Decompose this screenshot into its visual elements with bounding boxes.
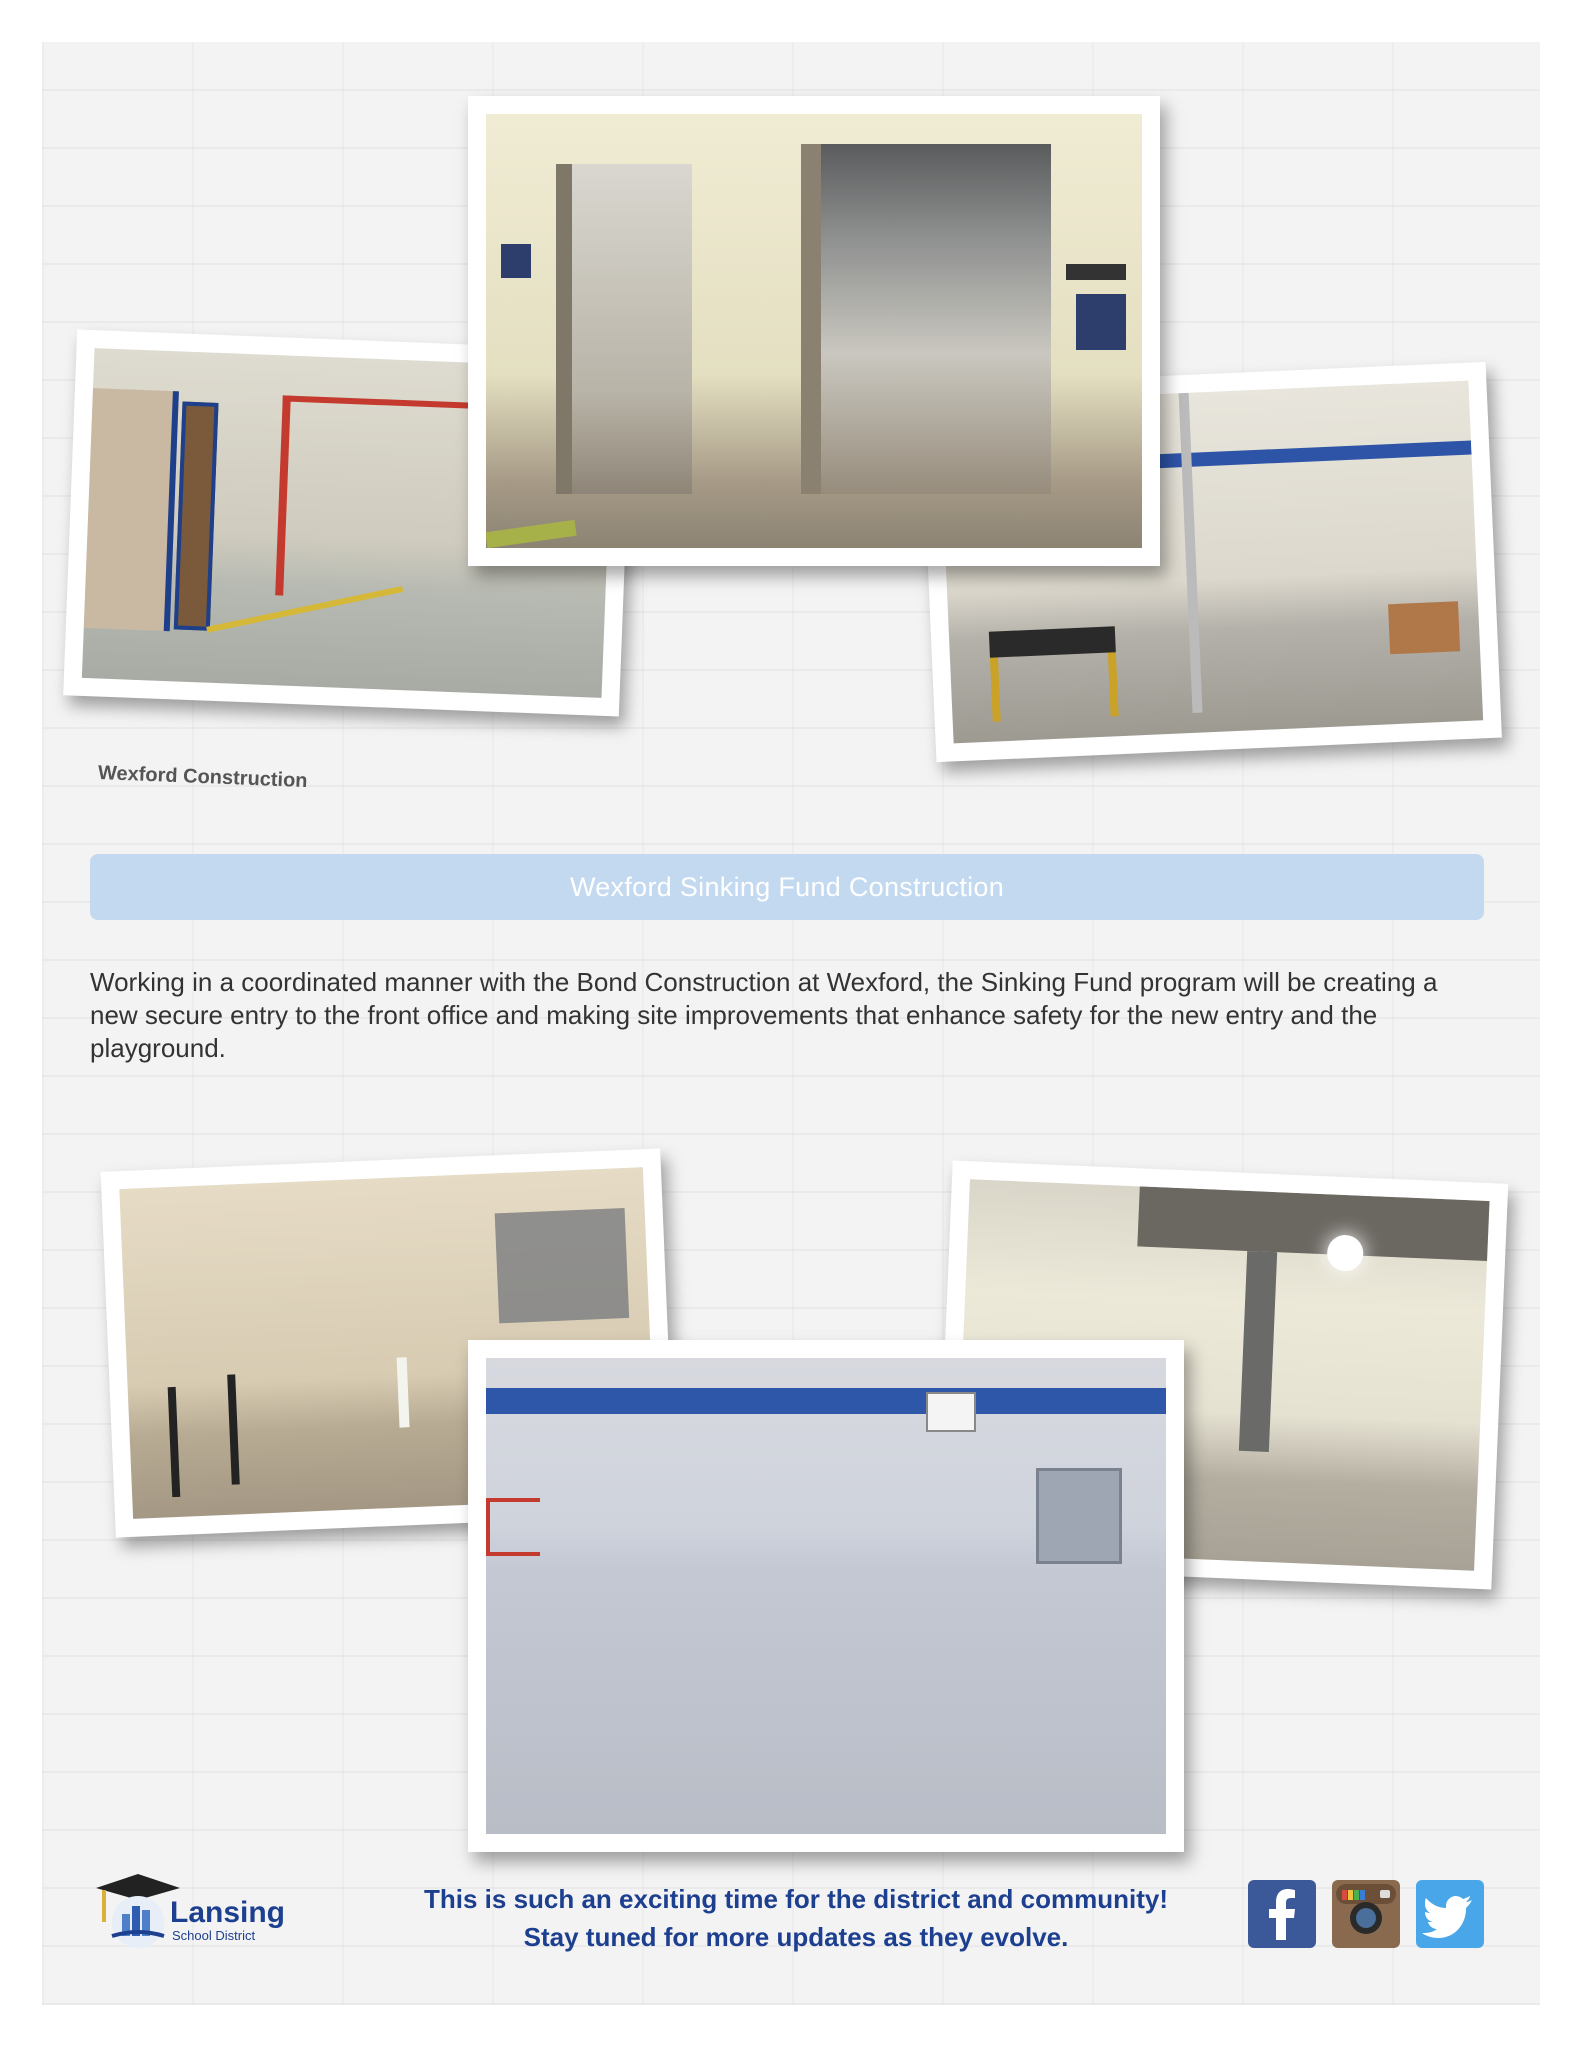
exposed-ceiling xyxy=(1137,1186,1489,1268)
doorway-left xyxy=(556,164,692,494)
lansing-logo xyxy=(92,1870,332,1952)
floor-line xyxy=(206,586,403,633)
pipe-post xyxy=(227,1374,240,1484)
basketball-hoop xyxy=(926,1392,976,1432)
photo-caption: Wexford Construction xyxy=(97,762,308,793)
footer-message xyxy=(356,1880,1236,1956)
red-trim-side xyxy=(275,395,291,595)
photo-image xyxy=(486,114,1142,548)
logo-name: Lansing xyxy=(170,1896,286,1929)
pipe-post xyxy=(168,1387,181,1497)
blue-wall-stripe xyxy=(486,1388,1166,1414)
ladder-top xyxy=(989,626,1116,657)
wall-panel xyxy=(495,1208,629,1323)
graduation-cap-icon xyxy=(92,1870,332,1952)
body-paragraph: Working in a coordinated manner with the Bond Construction at Wexford, the Sinking Fund program will be creating a new secure entry to the front office and making site improvements that enhance safety for the new entry and the playground. xyxy=(90,967,1438,1063)
photo-image xyxy=(486,1358,1166,1834)
facebook-glyph xyxy=(1248,1880,1316,1948)
facebook-icon[interactable] xyxy=(1248,1880,1316,1948)
bulletin-board xyxy=(84,388,179,631)
support-pole xyxy=(1179,393,1203,713)
section-banner xyxy=(90,854,1484,920)
door xyxy=(174,402,219,631)
doorway-right xyxy=(801,144,1051,494)
boxes xyxy=(1388,601,1460,654)
instagram-icon[interactable] xyxy=(1332,1880,1400,1948)
block-column xyxy=(1239,1251,1277,1452)
red-cart xyxy=(486,1498,540,1556)
floor-line xyxy=(486,520,577,548)
photo-restroom-doorways xyxy=(468,96,1160,566)
footer-line-2: Stay tuned for more updates as they evolve. xyxy=(523,1922,1069,1952)
double-door xyxy=(1036,1468,1122,1564)
ceiling-light xyxy=(1326,1234,1363,1271)
instagram-glyph xyxy=(1332,1880,1400,1948)
footer-line-1: This is such an exciting time for the district and community! xyxy=(423,1884,1168,1914)
logo-subtitle: School District xyxy=(172,1928,256,1943)
twitter-icon[interactable] xyxy=(1416,1880,1484,1948)
twitter-glyph xyxy=(1416,1880,1484,1948)
wall-sign xyxy=(1066,264,1126,280)
wall-sign xyxy=(1076,294,1126,350)
wall-sign xyxy=(501,244,531,278)
white-pipe xyxy=(397,1357,410,1427)
photo-gymnasium xyxy=(468,1340,1184,1852)
banner-title: Wexford Sinking Fund Construction xyxy=(569,871,1005,902)
